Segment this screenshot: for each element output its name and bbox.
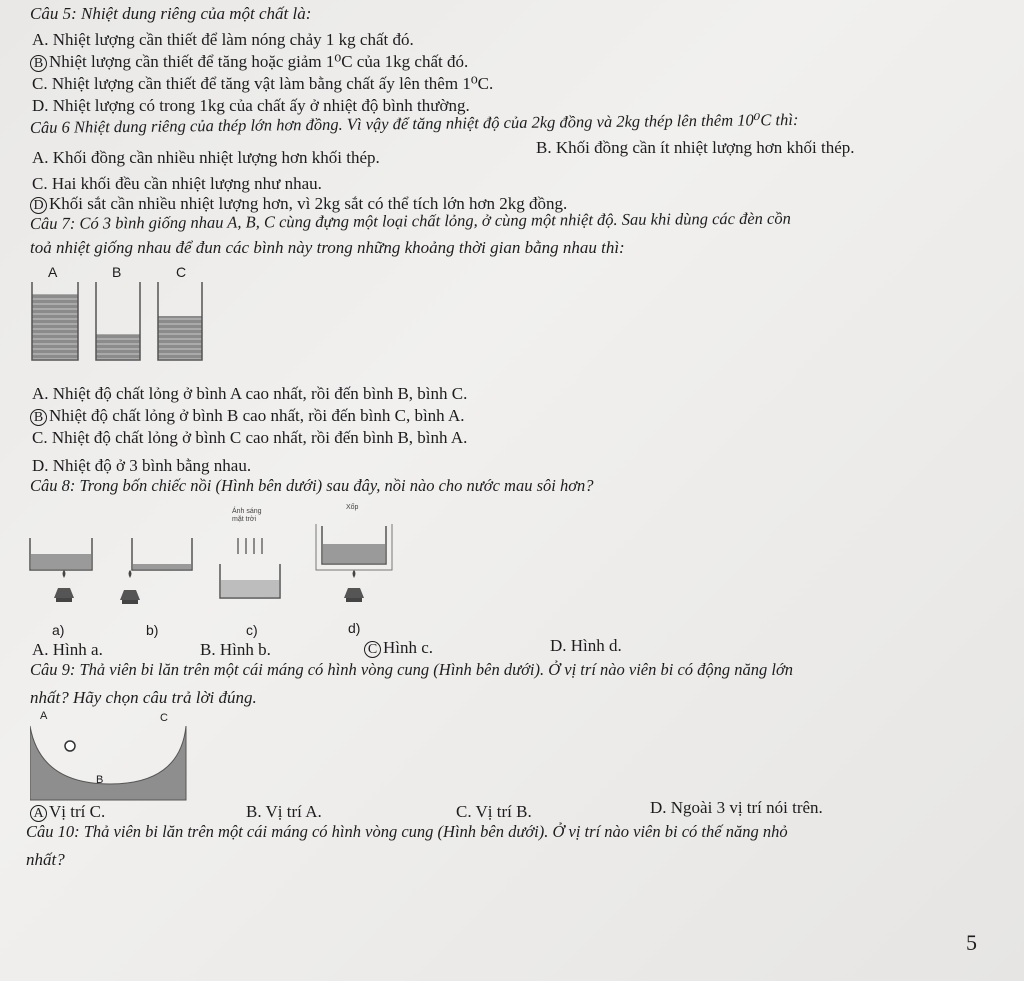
vessel-a-liquid [32,294,78,360]
q5-option-b: B Nhiệt lượng cần thiết để tăng hoặc giảm 1⁰C của 1kg chất đó. [30,52,468,72]
pot-a-water [31,554,91,569]
vessel-b-liquid [96,334,140,360]
q6-option-d: D Khối sắt cần nhiều nhiệt lượng hơn, vì 2kg sắt có thể tích lớn hơn 2kg đồng. [30,194,567,214]
q5-option-c: C. Nhiệt lượng cần thiết để tăng vật làm bằng chất ấy lên thêm 1⁰C. [32,74,494,93]
figure-label-c-pos: C [160,712,168,724]
page-number: 5 [966,930,977,955]
q7-stem-line2: toả nhiệt giống nhau để đun các bình này trong những khoảng thời gian bằng nhau thì: [30,238,625,257]
pot-b-water [133,564,191,569]
lamp-a [54,588,74,598]
flame-d [353,570,356,578]
figure-label-a-pos: A [40,710,48,722]
answer-circle: C [364,641,381,658]
q9-option-a: A Vị trí C. [30,802,105,822]
figure-label-a-paren: a) [52,622,65,638]
pot-c-water [221,580,279,597]
q7-option-c: C. Nhiệt độ chất lỏng ở bình C cao nhất, rồi đến bình B, bình A. [32,428,468,447]
lamp-b [120,590,140,600]
q8-option-d: D. Hình d. [550,636,622,655]
pot-d-water [323,544,385,563]
q9-option-d: D. Ngoài 3 vị trí nói trên. [650,798,823,817]
q10-stem-line1: Câu 10: Thả viên bi lăn trên một cái máng có hình vòng cung (Hình bên dưới). Ở vị trí nào viên bi có thế năng nhỏ [26,822,788,841]
q9-option-b: B. Vị trí A. [246,802,322,821]
q5-option-d: D. Nhiệt lượng có trong 1kg của chất ấy ở nhiệt độ bình thường. [32,96,470,115]
four-pots-figure [26,520,396,616]
figure-label-b-paren: b) [146,622,159,638]
flame-a [63,570,66,578]
three-vessels-figure [28,282,208,364]
q9-stem-line1: Câu 9: Thả viên bi lăn trên một cái máng có hình vòng cung (Hình bên dưới). Ở vị trí nào viên bi có động năng lớn [30,660,794,679]
q8-option-b: B. Hình b. [200,640,271,659]
answer-circle: B [30,409,47,426]
answer-circle: A [30,805,47,822]
curved-track [30,726,186,800]
q5-stem: Câu 5: Nhiệt dung riêng của một chất là: [30,4,312,23]
q10-stem-line2: nhất? [26,850,65,869]
figure-label-b-pos: B [96,774,104,786]
ball-icon [65,741,75,751]
figure-label-c-paren: c) [246,622,258,638]
q6-stem: Câu 6 Nhiệt dung riêng của thép lớn hơn đồng. Vì vậy để tăng nhiệt độ của 2kg đồng và 2kg thép lên thêm 10⁰C thì: [29,109,799,137]
vessel-c-liquid [158,316,202,360]
figure-label-b: B [112,264,122,280]
q8-option-c: C Hình c. [364,638,433,658]
q6-option-b: B. Khối đồng cần ít nhiệt lượng hơn khối thép. [536,138,855,157]
lamp-d [344,588,364,598]
q7-stem-line1: Câu 7: Có 3 bình giống nhau A, B, C cùng đựng một loại chất lỏng, ở cùng một nhiệt độ. Sau khi dùng các đèn cồn [29,208,791,233]
q8-stem: Câu 8: Trong bốn chiếc nồi (Hình bên dưới) sau đây, nồi nào cho nước mau sôi hơn? [30,476,594,495]
track-figure [30,720,190,802]
figure-label-a: A [48,264,58,280]
q6-option-c: C. Hai khối đều cần nhiệt lượng như nhau. [32,174,322,193]
q6-option-a: A. Khối đồng cần nhiều nhiệt lượng hơn khối thép. [32,148,380,167]
answer-circle: D [30,197,47,214]
answer-circle: B [30,55,47,72]
figure-label-d-paren: d) [348,620,361,636]
q7-option-b: B Nhiệt độ chất lỏng ở bình B cao nhất, rồi đến bình C, bình A. [30,406,465,426]
flame-b [129,570,132,578]
figure-caption-sunlight: Ánh sáng [232,508,262,515]
figure-caption-foam: Xốp [346,504,359,511]
q9-option-c: C. Vị trí B. [456,802,532,821]
figure-caption-sun: mặt trời [232,516,257,523]
q5-option-a: A. Nhiệt lượng cần thiết để làm nóng chảy 1 kg chất đó. [32,30,414,49]
q9-stem-line2: nhất? Hãy chọn câu trả lời đúng. [30,688,257,707]
figure-label-c: C [176,264,187,280]
sunlight-arrows [238,538,262,554]
q7-option-a: A. Nhiệt độ chất lỏng ở bình A cao nhất, rồi đến bình B, bình C. [32,384,468,403]
q7-option-d: D. Nhiệt độ ở 3 bình bằng nhau. [32,456,252,475]
q8-option-a: A. Hình a. [32,640,103,659]
